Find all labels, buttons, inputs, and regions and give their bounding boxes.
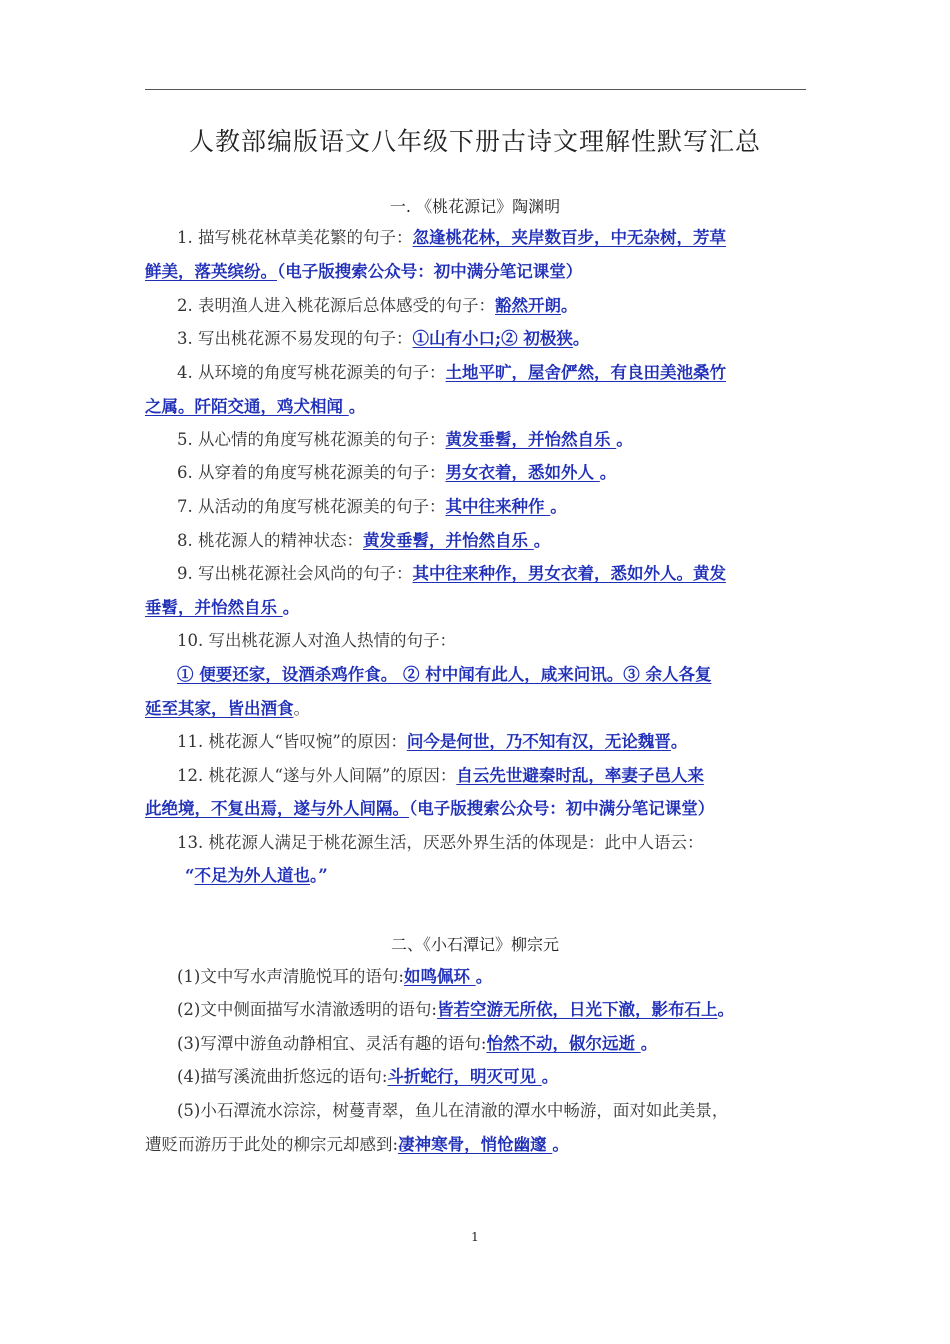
answer: 自云先世避秦时乱，率妻子邑人来 <box>456 766 704 785</box>
answer: 如鸣佩环 <box>403 967 476 986</box>
list-item: 3. 写出桃花源不易发现的句子：①山有小口;② 初极狭。 <box>177 329 590 348</box>
list-item: 1. 描写桃花林草美花繁的句子：忽逢桃花林，夹岸数百步，中无杂树，芳草 <box>177 228 726 247</box>
list-item-cont <box>145 262 807 282</box>
header-rule <box>145 89 806 90</box>
list-item-cont: 延至其家，皆出酒食。 <box>145 699 310 718</box>
list-item: 9. 写出桃花源社会风尚的句子：其中往来种作，男女衣着，悉如外人。黄发 <box>177 564 726 583</box>
answer: 垂髫，并怡然自乐 <box>145 598 283 617</box>
list-item-cont: 之属。阡陌交通，鸡犬相闻 。 <box>145 397 366 416</box>
section-heading-1: 一. 《桃花源记》陶渊明 <box>389 197 561 216</box>
list-item: 10. 写出桃花源人对渔人热情的句子： <box>177 631 456 650</box>
list-item-cont: 垂髫，并怡然自乐 。 <box>145 598 300 617</box>
note: （电子版搜索公众号：初中满分笔记课堂） <box>409 799 715 818</box>
list-item: 12. 桃花源人“遂与外人间隔”的原因：自云先世避秦时乱，率妻子邑人来 <box>177 766 704 785</box>
answer: 黄发垂髫，并怡然自乐 <box>363 531 534 550</box>
page-title: 人教部编版语文八年级下册古诗文理解性默写汇总 <box>188 127 761 156</box>
answer: 怡然不动，俶尔远逝 <box>486 1034 641 1053</box>
list-item: (5)小石潭流水淙淙，树蔓青翠，鱼儿在清澈的潭水中畅游，面对如此美景， <box>177 1101 729 1120</box>
answer: 之属。阡陌交通，鸡犬相闻 <box>145 397 349 416</box>
answer: 豁然开朗 <box>495 296 561 315</box>
list-item: 13. 桃花源人满足于桃花源生活，厌恶外界生活的体现是：此中人语云： <box>177 833 704 852</box>
list-item-cont: 遭贬而游历于此处的柳宗元却感到:凄神寒骨，悄怆幽邃 。 <box>145 1135 569 1154</box>
list-item: 6. 从穿着的角度写桃花源美的句子：男女衣着，悉如外人 。 <box>177 463 617 482</box>
answer: 不足为外人道也 <box>194 866 310 885</box>
list-item: 11. 桃花源人“皆叹惋”的原因：问今是何世，乃不知有汉，无论魏晋。 <box>177 732 688 751</box>
note: （电子版搜索公众号：初中满分笔记课堂） <box>277 262 583 281</box>
list-item: 5. 从心情的角度写桃花源美的句子：黄发垂髫，并怡然自乐 。 <box>177 430 633 449</box>
answer: 其中往来种作 <box>445 497 551 516</box>
answer: 其中往来种作，男女衣着，悉如外人。黄发 <box>412 564 726 583</box>
list-item: 2. 表明渔人进入桃花源后总体感受的句子：豁然开朗。 <box>177 296 578 315</box>
answer: 黄发垂髫，并怡然自乐 <box>445 430 617 449</box>
list-item-cont <box>145 799 807 819</box>
answer: 凄神寒骨，悄怆幽邃 <box>398 1135 553 1154</box>
list-item: 4. 从环境的角度写桃花源美的句子：土地平旷，屋舍俨然，有良田美池桑竹 <box>177 363 726 382</box>
list-item-cont: “不足为外人道也。” <box>185 866 328 885</box>
answer: 问今是何世，乃不知有汉，无论魏晋 <box>406 732 671 751</box>
answer: ① 便要还家，设酒杀鸡作食。 ② 村中闻有此人，咸来问讯。③ 余人各复 <box>177 665 712 684</box>
list-item-cont <box>145 665 807 685</box>
answer: 斗折蛇行，明灭可见 <box>387 1067 542 1086</box>
list-item: (4)描写溪流曲折悠远的语句:斗折蛇行，明灭可见 。 <box>177 1067 559 1086</box>
answer: 皆若空游无所依，日光下澈，影布石上 <box>436 1000 718 1019</box>
answer: 延至其家，皆出酒食 <box>145 699 294 718</box>
answer: 男女衣着，悉如外人 <box>445 463 600 482</box>
list-item: (3)写潭中游鱼动静相宜、灵活有趣的语句:怡然不动，俶尔远逝 。 <box>177 1034 658 1053</box>
answer: ①山有小口;② 初极狭 <box>412 329 573 348</box>
list-item: (1)文中写水声清脆悦耳的语句:如鸣佩环 。 <box>177 967 493 986</box>
answer: 鲜美，落英缤纷。 <box>145 262 277 281</box>
section-heading-2: 二、《小石潭记》柳宗元 <box>390 935 559 954</box>
answer: 土地平旷，屋舍俨然，有良田美池桑竹 <box>445 363 726 382</box>
list-item: 7. 从活动的角度写桃花源美的句子：其中往来种作 。 <box>177 497 567 516</box>
list-item: (2)文中侧面描写水清澈透明的语句:皆若空游无所依，日光下澈，影布石上。 <box>177 1000 734 1019</box>
answer: 此绝境，不复出焉，遂与外人间隔。 <box>145 799 409 818</box>
page-number: 1 <box>471 1230 479 1244</box>
answer: 忽逢桃花林，夹岸数百步，中无杂树，芳草 <box>412 228 726 247</box>
list-item: 8. 桃花源人的精神状态：黄发垂髫，并怡然自乐 。 <box>177 531 551 550</box>
